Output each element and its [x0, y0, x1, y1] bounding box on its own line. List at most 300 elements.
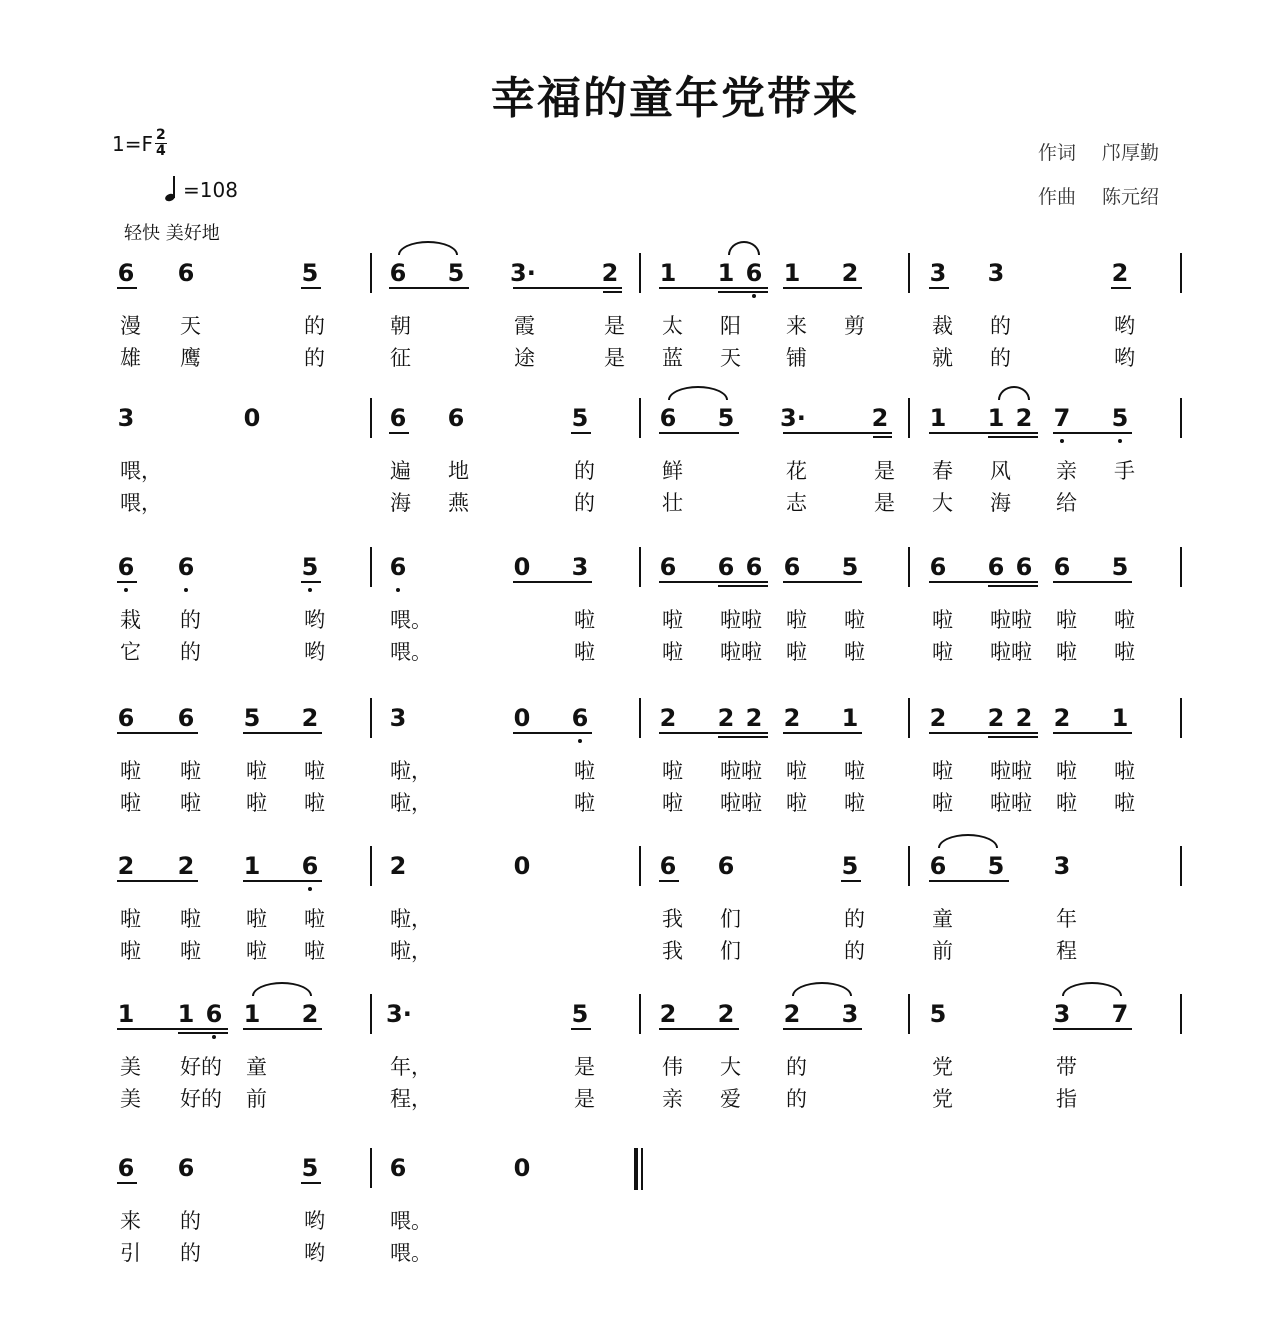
note: 6 — [659, 553, 677, 581]
note: 3· — [386, 1000, 412, 1028]
lyric-syllable: 遍 — [390, 459, 411, 483]
lyric-syllable: 啦啦 — [990, 640, 1032, 664]
lyric-syllable: 是 — [574, 1055, 595, 1079]
note: 3 — [929, 259, 947, 287]
barline — [370, 994, 372, 1034]
note: 2 — [389, 852, 407, 880]
composer-credit — [1038, 182, 1159, 209]
beam-line — [117, 581, 137, 583]
note: 2 — [659, 704, 677, 732]
lyric-syllable: 春 — [932, 459, 953, 483]
score-row — [0, 846, 1272, 996]
note: 2 — [783, 1000, 801, 1028]
lyric-syllable: 啦 — [1056, 791, 1077, 815]
lyric-syllable: 啦 — [574, 608, 595, 632]
barline — [908, 253, 910, 293]
note: 2 — [177, 852, 195, 880]
beam-line — [513, 581, 592, 583]
note: 5 — [571, 1000, 589, 1028]
lyric-syllable: 啦 — [786, 759, 807, 783]
note: 6 — [745, 259, 763, 287]
note: 2 — [717, 704, 735, 732]
song-title: 幸福的童年党带来 — [491, 73, 859, 124]
note: 6 — [717, 852, 735, 880]
note: 6 — [783, 553, 801, 581]
expression-marking: 轻快 美好地 — [124, 223, 220, 244]
lyric-syllable: 指 — [1056, 1087, 1077, 1111]
lyric-syllable: 地 — [448, 459, 469, 483]
note: 5 — [987, 852, 1005, 880]
note: 3 — [1053, 852, 1071, 880]
lyric-syllable: 啦 — [304, 759, 325, 783]
lyric-syllable: 哟 — [304, 608, 325, 632]
beam-line — [1053, 581, 1132, 583]
score-row — [0, 1148, 1272, 1298]
note: 6 — [1015, 553, 1033, 581]
lyric-syllable: 啦 — [786, 608, 807, 632]
lyric-syllable: 啦 — [1114, 640, 1135, 664]
lyric-syllable: 给 — [1056, 491, 1077, 515]
beam-line — [389, 432, 409, 434]
beam-line — [718, 585, 768, 587]
beam-line — [718, 291, 768, 293]
lyric-syllable: 的 — [180, 608, 201, 632]
lyric-syllable: 年 — [1056, 907, 1077, 931]
note: 6 — [117, 553, 135, 581]
lyric-syllable: 的 — [786, 1087, 807, 1111]
barline — [370, 846, 372, 886]
beam-line — [988, 436, 1038, 438]
lyric-syllable: 啦啦 — [720, 608, 762, 632]
lyric-syllable: 哟 — [304, 1241, 325, 1265]
beam-line — [571, 432, 591, 434]
lyric-syllable: 啦， — [390, 939, 432, 963]
lyric-syllable: 哟 — [304, 640, 325, 664]
beam-line — [783, 1028, 862, 1030]
note: 0 — [513, 704, 531, 732]
note: 5 — [301, 259, 319, 287]
note: 2 — [1015, 404, 1033, 432]
score-row — [0, 547, 1272, 697]
beam-line — [571, 1028, 591, 1030]
lyric-syllable: 啦 — [786, 640, 807, 664]
lyric-syllable: 啦 — [932, 791, 953, 815]
lyric-syllable: 铺 — [786, 346, 807, 370]
beam-line — [659, 432, 739, 434]
barline — [1180, 846, 1182, 886]
note: 0 — [513, 1154, 531, 1182]
lyric-syllable: 的 — [304, 314, 325, 338]
note: 1 — [177, 1000, 195, 1028]
note: 3· — [510, 259, 536, 287]
lyric-syllable: 哟 — [304, 1209, 325, 1233]
note: 6 — [745, 553, 763, 581]
note: 0 — [243, 404, 261, 432]
lyric-syllable: 童 — [932, 907, 953, 931]
lyric-syllable: 大 — [720, 1055, 741, 1079]
note: 6 — [1053, 553, 1071, 581]
note: 7 — [1111, 1000, 1129, 1028]
beam-line — [1053, 1028, 1132, 1030]
note: 0 — [513, 852, 531, 880]
lyric-syllable: 党 — [932, 1087, 953, 1111]
barline — [639, 846, 641, 886]
key-label: 1=F — [112, 131, 153, 156]
lyric-syllable: 啦 — [246, 759, 267, 783]
note: 6 — [117, 704, 135, 732]
lyric-syllable: 啦 — [304, 791, 325, 815]
lyric-syllable: 啦 — [932, 608, 953, 632]
note: 2 — [717, 1000, 735, 1028]
score-row — [0, 398, 1272, 548]
barline — [1180, 398, 1182, 438]
note: 6 — [571, 704, 589, 732]
lower-octave-dot — [308, 588, 312, 592]
lyric-syllable: 啦 — [1114, 759, 1135, 783]
lyric-syllable: 啦 — [662, 640, 683, 664]
lyric-syllable: 剪 — [844, 314, 865, 338]
time-numerator: 2 — [156, 127, 166, 143]
note: 6 — [929, 852, 947, 880]
lyric-syllable: 好的 — [180, 1087, 222, 1111]
lyric-syllable: 途 — [514, 346, 535, 370]
lyric-syllable: 的 — [990, 314, 1011, 338]
tempo-marking — [165, 176, 238, 204]
lyric-syllable: 啦 — [120, 939, 141, 963]
lyric-syllable: 啦啦 — [990, 759, 1032, 783]
key-signature — [112, 128, 167, 159]
lower-octave-dot — [308, 887, 312, 891]
beam-line — [513, 287, 622, 289]
lyric-syllable: 啦 — [120, 791, 141, 815]
credit-name: 陈元绍 — [1102, 186, 1160, 208]
credit-role: 作词 — [1038, 142, 1077, 164]
beam-line — [659, 1028, 739, 1030]
barline — [1180, 253, 1182, 293]
lyric-syllable: 的 — [844, 907, 865, 931]
time-signature — [155, 128, 167, 159]
lyric-syllable: 党 — [932, 1055, 953, 1079]
lyric-syllable: 啦 — [1056, 640, 1077, 664]
lyric-syllable: 海 — [990, 491, 1011, 515]
lyric-syllable: 程 — [1056, 939, 1077, 963]
lyric-syllable: 啦 — [662, 608, 683, 632]
beam-line — [117, 1182, 137, 1184]
lyric-syllable: 亲 — [662, 1087, 683, 1111]
lower-octave-dot — [1060, 439, 1064, 443]
lyric-syllable: 啦 — [844, 608, 865, 632]
note: 1 — [717, 259, 735, 287]
lyric-syllable: 它 — [120, 640, 141, 664]
lyric-syllable: 啦啦 — [720, 791, 762, 815]
note: 3 — [1053, 1000, 1071, 1028]
lyric-syllable: 啦 — [844, 759, 865, 783]
lyric-syllable: 大 — [932, 491, 953, 515]
note: 2 — [1015, 704, 1033, 732]
beam-line — [117, 1028, 228, 1030]
note: 3 — [571, 553, 589, 581]
lyric-syllable: 们 — [720, 939, 741, 963]
barline — [639, 994, 641, 1034]
lyric-syllable: 的 — [990, 346, 1011, 370]
note: 1 — [243, 852, 261, 880]
lyric-syllable: 我 — [662, 939, 683, 963]
beam-line — [117, 880, 198, 882]
beam-line — [243, 732, 322, 734]
score-row — [0, 994, 1272, 1144]
lyric-syllable: 啦， — [390, 907, 432, 931]
lyric-syllable: 栽 — [120, 608, 141, 632]
note: 3· — [780, 404, 806, 432]
lyric-syllable: 喂。 — [390, 608, 432, 632]
final-barline — [634, 1148, 638, 1190]
lyric-syllable: 童 — [246, 1055, 267, 1079]
lyric-syllable: 手 — [1114, 459, 1135, 483]
lyric-syllable: 霞 — [514, 314, 535, 338]
lower-octave-dot — [1118, 439, 1122, 443]
lyric-syllable: 啦， — [390, 791, 432, 815]
lyric-syllable: 啦 — [1114, 608, 1135, 632]
note: 1 — [987, 404, 1005, 432]
note: 1 — [243, 1000, 261, 1028]
lyric-syllable: 啦 — [786, 791, 807, 815]
note: 6 — [177, 259, 195, 287]
beam-line — [783, 581, 862, 583]
note: 6 — [659, 404, 677, 432]
beam-line — [301, 581, 321, 583]
lower-octave-dot — [752, 294, 756, 298]
lyric-syllable: 啦 — [180, 791, 201, 815]
lyric-syllable: 喂， — [120, 491, 162, 515]
slur — [728, 241, 760, 255]
beam-line — [659, 732, 768, 734]
note: 3 — [389, 704, 407, 732]
beam-line — [929, 732, 1038, 734]
barline — [1180, 698, 1182, 738]
lyric-syllable: 的 — [574, 459, 595, 483]
beam-line — [301, 1182, 321, 1184]
lyric-syllable: 朝 — [390, 314, 411, 338]
lower-octave-dot — [212, 1035, 216, 1039]
barline — [1180, 994, 1182, 1034]
note: 6 — [447, 404, 465, 432]
beam-line — [929, 880, 1009, 882]
barline — [908, 698, 910, 738]
score-row — [0, 698, 1272, 848]
lyric-syllable: 美 — [120, 1087, 141, 1111]
lyric-syllable: 的 — [304, 346, 325, 370]
tempo-value: =108 — [183, 178, 238, 202]
lyric-syllable: 啦， — [390, 759, 432, 783]
barline — [908, 994, 910, 1034]
beam-line — [718, 736, 768, 738]
lyric-syllable: 的 — [180, 1241, 201, 1265]
note: 5 — [717, 404, 735, 432]
lyric-syllable: 们 — [720, 907, 741, 931]
lyric-syllable: 啦 — [932, 759, 953, 783]
lyric-syllable: 引 — [120, 1241, 141, 1265]
note: 5 — [447, 259, 465, 287]
beam-line — [929, 287, 949, 289]
lyric-syllable: 哟 — [1114, 346, 1135, 370]
final-barline-thin — [641, 1148, 643, 1190]
note: 2 — [1111, 259, 1129, 287]
lyric-syllable: 海 — [390, 491, 411, 515]
note: 6 — [301, 852, 319, 880]
beam-line — [783, 432, 892, 434]
lyric-syllable: 啦 — [180, 907, 201, 931]
note: 2 — [745, 704, 763, 732]
note: 5 — [841, 553, 859, 581]
lyric-syllable: 喂， — [120, 459, 162, 483]
barline — [639, 698, 641, 738]
lyric-syllable: 啦 — [1056, 759, 1077, 783]
lyric-syllable: 志 — [786, 491, 807, 515]
lyricist-credit — [1038, 138, 1159, 165]
lower-octave-dot — [184, 588, 188, 592]
beam-line — [659, 880, 679, 882]
lyric-syllable: 爱 — [720, 1087, 741, 1111]
beam-line — [659, 581, 768, 583]
barline — [908, 398, 910, 438]
beam-line — [301, 287, 321, 289]
barline — [908, 547, 910, 587]
lyric-syllable: 亲 — [1056, 459, 1077, 483]
slur — [398, 241, 458, 255]
note: 6 — [177, 1154, 195, 1182]
note: 7 — [1053, 404, 1071, 432]
note: 5 — [301, 1154, 319, 1182]
note: 2 — [117, 852, 135, 880]
lyric-syllable: 花 — [786, 459, 807, 483]
beam-line — [873, 436, 892, 438]
note: 6 — [659, 852, 677, 880]
note: 2 — [783, 704, 801, 732]
lyric-syllable: 啦 — [844, 791, 865, 815]
lyric-syllable: 哟 — [1114, 314, 1135, 338]
lyric-syllable: 啦 — [574, 640, 595, 664]
lyric-syllable: 程， — [390, 1087, 432, 1111]
lyric-syllable: 啦啦 — [720, 759, 762, 783]
lyric-syllable: 喂。 — [390, 1241, 432, 1265]
lyric-syllable: 啦 — [574, 759, 595, 783]
note: 1 — [841, 704, 859, 732]
beam-line — [117, 732, 198, 734]
note: 1 — [929, 404, 947, 432]
note: 6 — [717, 553, 735, 581]
lyric-syllable: 啦 — [246, 907, 267, 931]
lyric-syllable: 阳 — [720, 314, 741, 338]
note: 2 — [601, 259, 619, 287]
lower-octave-dot — [578, 739, 582, 743]
lyric-syllable: 就 — [932, 346, 953, 370]
beam-line — [929, 581, 1038, 583]
beam-line — [783, 287, 862, 289]
lyric-syllable: 裁 — [932, 314, 953, 338]
beam-line — [243, 1028, 322, 1030]
note: 5 — [929, 1000, 947, 1028]
beam-line — [603, 291, 622, 293]
barline — [370, 547, 372, 587]
lyric-syllable: 太 — [662, 314, 683, 338]
lyric-syllable: 啦啦 — [990, 608, 1032, 632]
lyric-syllable: 鹰 — [180, 346, 201, 370]
lyric-syllable: 啦 — [246, 791, 267, 815]
note: 5 — [243, 704, 261, 732]
lyric-syllable: 啦 — [120, 907, 141, 931]
note: 6 — [389, 553, 407, 581]
note: 5 — [841, 852, 859, 880]
barline — [370, 1148, 372, 1188]
lyric-syllable: 啦 — [1114, 791, 1135, 815]
lyric-syllable: 是 — [874, 459, 895, 483]
beam-line — [988, 585, 1038, 587]
note: 6 — [389, 259, 407, 287]
note: 0 — [513, 553, 531, 581]
note: 3 — [841, 1000, 859, 1028]
note: 3 — [987, 259, 1005, 287]
barline — [370, 398, 372, 438]
barline — [639, 547, 641, 587]
lyric-syllable: 蓝 — [662, 346, 683, 370]
beam-line — [659, 287, 768, 289]
note: 6 — [389, 1154, 407, 1182]
barline — [639, 253, 641, 293]
lyric-syllable: 啦 — [304, 939, 325, 963]
quarter-note-icon — [165, 176, 181, 204]
beam-line — [1111, 287, 1131, 289]
lyric-syllable: 的 — [180, 1209, 201, 1233]
note: 2 — [301, 704, 319, 732]
beam-line — [1053, 432, 1132, 434]
barline — [908, 846, 910, 886]
score-row — [0, 253, 1272, 403]
lyric-syllable: 我 — [662, 907, 683, 931]
lyric-syllable: 前 — [932, 939, 953, 963]
note: 5 — [571, 404, 589, 432]
lyric-syllable: 伟 — [662, 1055, 683, 1079]
lyric-syllable: 燕 — [448, 491, 469, 515]
lower-octave-dot — [396, 588, 400, 592]
note: 1 — [783, 259, 801, 287]
note: 1 — [117, 1000, 135, 1028]
note: 6 — [117, 259, 135, 287]
note: 6 — [987, 553, 1005, 581]
beam-line — [513, 732, 592, 734]
note: 3 — [117, 404, 135, 432]
beam-line — [117, 287, 137, 289]
note: 6 — [117, 1154, 135, 1182]
note: 5 — [301, 553, 319, 581]
lyric-syllable: 啦 — [932, 640, 953, 664]
note: 2 — [841, 259, 859, 287]
lyric-syllable: 来 — [120, 1209, 141, 1233]
lyric-syllable: 好的 — [180, 1055, 222, 1079]
lyric-syllable: 壮 — [662, 491, 683, 515]
note: 5 — [1111, 404, 1129, 432]
beam-line — [1053, 732, 1132, 734]
credit-role: 作曲 — [1038, 186, 1077, 208]
lyric-syllable: 啦 — [662, 791, 683, 815]
time-denominator: 4 — [156, 143, 166, 159]
lyric-syllable: 是 — [604, 346, 625, 370]
beam-line — [783, 732, 862, 734]
beam-line — [389, 287, 469, 289]
lyric-syllable: 前 — [246, 1087, 267, 1111]
lyric-syllable: 啦 — [120, 759, 141, 783]
lyric-syllable: 美 — [120, 1055, 141, 1079]
beam-line — [988, 736, 1038, 738]
